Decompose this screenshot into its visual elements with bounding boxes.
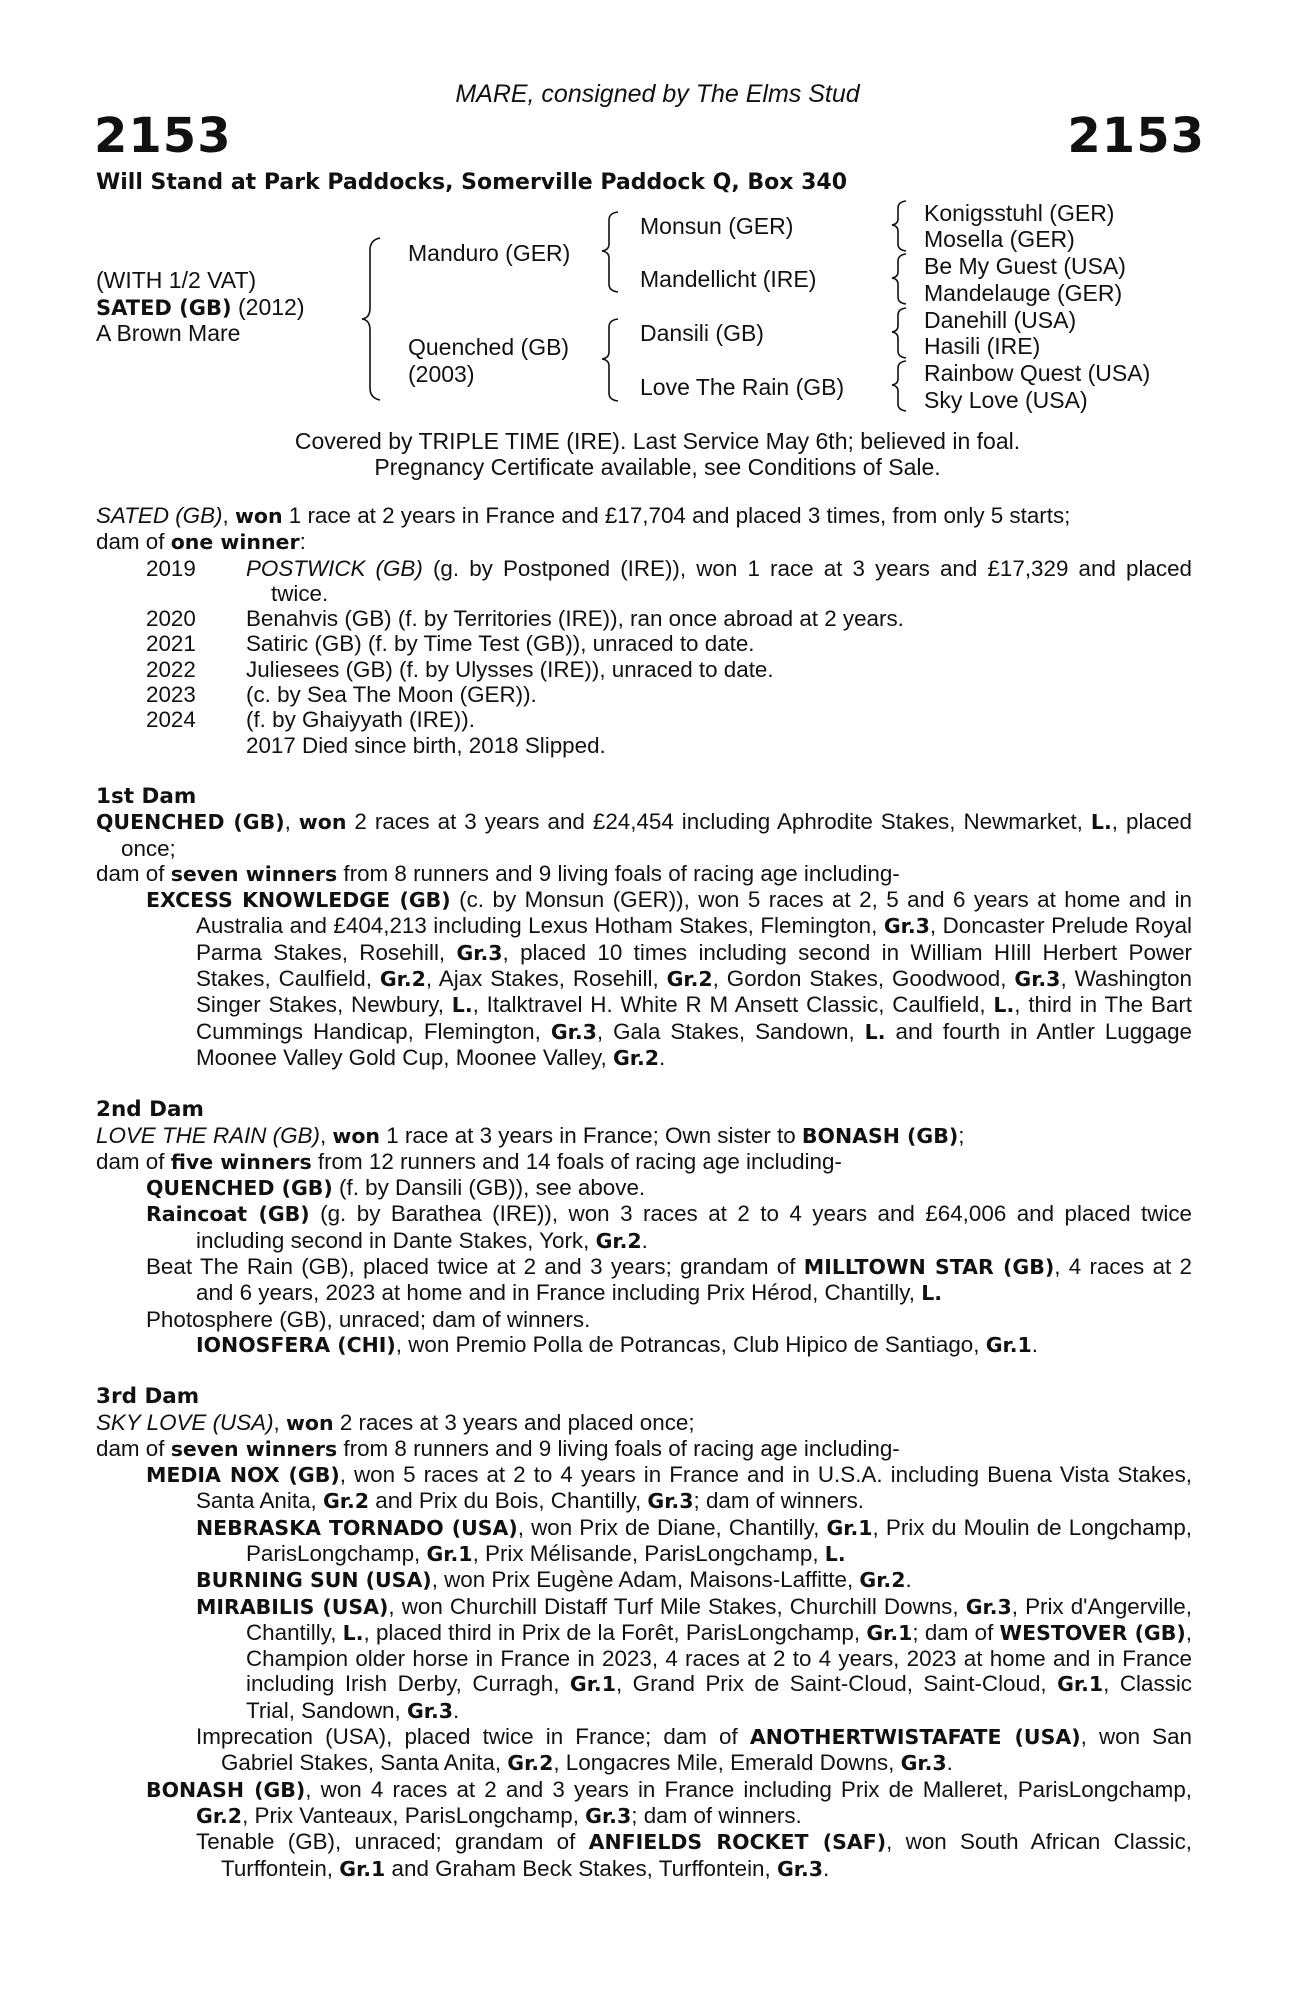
lot-number-left: 2153: [94, 108, 232, 164]
produce-row: 2019 POSTWICK (GB) (g. by Postponed (IRE)), won 1 race at 3 years and £17,329 and placed twice.: [146, 555, 1193, 606]
second-dam-produce: Photosphere (GB), unraced; dam of winners.: [146, 1306, 591, 1332]
sire-dam: Mandellicht (IRE): [640, 266, 817, 292]
produce-intro: SATED (GB), won 1 race at 2 years in France and £17,704 and placed 3 times, from only 5 starts;: [96, 503, 1071, 528]
produce-dam-of: dam of one winner:: [96, 529, 306, 555]
produce-section: [96, 503, 1192, 758]
sire-sire-sire: Konigsstuhl (GER): [924, 200, 1115, 226]
third-dam-record: SKY LOVE (USA), won 2 races at 3 years and placed once;: [96, 1409, 695, 1435]
sire-sire-dam: Mosella (GER): [924, 226, 1075, 252]
third-dam-produce: MEDIA NOX (GB), won 5 races at 2 to 4 years in France and in U.S.A. including Buena Vista Stakes, Santa Anita, Gr.2 and Prix du Bois, Chantilly, Gr.3; dam of winners.: [146, 1462, 1192, 1514]
pedigree-brace-dd: [890, 359, 910, 413]
produce-row: 2021 Satiric (GB) (f. by Time Test (GB)), unraced to date.: [146, 631, 755, 657]
first-dam-record: QUENCHED (GB), won 2 races at 3 years and £24,454 including Aphrodite Stakes, Newmarket, L., placed once;: [96, 809, 1192, 861]
third-dam-heading: 3rd Dam: [96, 1384, 200, 1410]
first-dam-produce: EXCESS KNOWLEDGE (GB) (c. by Monsun (GER)), won 5 races at 2, 5 and 6 years at home and in Australia and £404,213 including Lexus Hotham Stakes, Flemington, Gr.3, Doncaster Prelude Royal Parma Stakes, Rosehill, Gr.3, placed 10 times including second in William HIill Herbert Power Stakes, Caulfield, Gr.2, Ajax Stakes, Rosehill, Gr.2, Gordon Stakes, Goodwood, Gr.3, Washington Singer Stakes, Newbury, L., Italktravel H. White R M Ansett Classic, Caulfield, L., third in The Bart Cummings Handicap, Flemington, Gr.3, Gala Stakes, Sandown, L. and fourth in Antler Luggage Moonee Valley Gold Cup, Moonee Valley, Gr.2.: [146, 887, 1192, 1070]
horse-year: (2012): [231, 294, 305, 320]
horse-description: A Brown Mare: [96, 320, 241, 346]
pedigree-brace-gen1: [360, 236, 388, 402]
third-dam-grandproduce: Imprecation (USA), placed twice in France; dam of ANOTHERTWISTAFATE (USA), won San Gabriel Stakes, Santa Anita, Gr.2, Longacres Mile, Emerald Downs, Gr.3.: [196, 1724, 1193, 1776]
first-dam-heading: 1st Dam: [96, 783, 197, 809]
pedigree-brace-sire: [600, 210, 624, 294]
consignor-line: MARE, consigned by The Elms Stud: [455, 80, 860, 108]
pedigree-brace-ss: [890, 199, 910, 253]
produce-note: 2017 Died since birth, 2018 Slipped.: [246, 732, 606, 758]
second-dam-heading: 2nd Dam: [96, 1097, 204, 1123]
dam-year: (2003): [408, 361, 475, 387]
produce-row: 2022 Juliesees (GB) (f. by Ulysses (IRE)), unraced to date.: [146, 656, 774, 682]
stand-info: Will Stand at Park Paddocks, Somerville Paddock Q, Box 340: [96, 170, 848, 195]
first-dam-section: [96, 784, 1192, 1071]
second-dam-dam-of: dam of five winners from 12 runners and 14 foals of racing age including-: [96, 1148, 842, 1174]
dam-sire-dam: Hasili (IRE): [924, 333, 1041, 359]
catalogue-body: [96, 503, 1192, 1882]
lot-number-right: 2153: [1067, 108, 1205, 164]
second-dam-grandproduce: IONOSFERA (CHI), won Premio Polla de Potrancas, Club Hipico de Santiago, Gr.1.: [196, 1331, 1039, 1357]
produce-row: 2020 Benahvis (GB) (f. by Territories (IRE)), ran once abroad at 2 years.: [146, 606, 904, 632]
pedigree-brace-ds: [890, 306, 910, 360]
dam-sire: Dansili (GB): [640, 320, 764, 346]
dam-sire-sire: Danehill (USA): [924, 307, 1077, 333]
second-dam-produce: QUENCHED (GB) (f. by Dansili (GB)), see above.: [146, 1175, 646, 1201]
dam: Quenched (GB): [408, 334, 570, 360]
sire-dam-sire: Be My Guest (USA): [924, 253, 1126, 279]
cover-line-1: Covered by TRIPLE TIME (IRE). Last Service May 6th; believed in foal.: [294, 428, 1021, 454]
sire: Manduro (GER): [408, 240, 571, 266]
third-dam-produce: BONASH (GB), won 4 races at 2 and 3 years in France including Prix de Malleret, ParisLongchamp, Gr.2, Prix Vanteaux, ParisLongchamp, Gr.3; dam of winners.: [146, 1776, 1192, 1828]
third-dam-dam-of: dam of seven winners from 8 runners and 9 living foals of racing age including-: [96, 1435, 900, 1461]
vat-note: (WITH 1/2 VAT): [96, 267, 257, 293]
sire-sire: Monsun (GER): [640, 213, 794, 239]
second-dam-section: [96, 1097, 1192, 1358]
second-dam-produce: Raincoat (GB) (g. by Barathea (IRE)), won 3 races at 2 to 4 years and £64,006 and placed twice including second in Dante Stakes, York, Gr.2.: [146, 1201, 1192, 1253]
produce-row: 2023 (c. by Sea The Moon (GER)).: [146, 682, 537, 708]
third-dam-grandproduce: NEBRASKA TORNADO (USA), won Prix de Diane, Chantilly, Gr.1, Prix du Moulin de Longchamp, ParisLongchamp, Gr.1, Prix Mélisande, ParisLongchamp, L.: [196, 1514, 1192, 1566]
horse-line: [96, 294, 304, 321]
third-dam-grandproduce: BURNING SUN (USA), won Prix Eugène Adam, Maisons-Laffitte, Gr.2.: [196, 1567, 912, 1593]
horse-name: SATED (GB): [96, 296, 232, 320]
first-dam-dam-of: dam of seven winners from 8 runners and 9 living foals of racing age including-: [96, 860, 900, 886]
sire-dam-dam: Mandelauge (GER): [924, 280, 1123, 306]
third-dam-section: [96, 1384, 1192, 1882]
dam-dam: Love The Rain (GB): [640, 374, 845, 400]
third-dam-grandproduce: Tenable (GB), unraced; grandam of ANFIELDS ROCKET (SAF), won South African Classic, Turffontein, Gr.1 and Graham Beck Stakes, Turffontein, Gr.3.: [196, 1829, 1193, 1881]
second-dam-record: LOVE THE RAIN (GB), won 1 race at 3 years in France; Own sister to BONASH (GB);: [96, 1122, 965, 1148]
cover-line-2: Pregnancy Certificate available, see Conditions of Sale.: [374, 454, 941, 480]
third-dam-grandproduce: MIRABILIS (USA), won Churchill Distaff Turf Mile Stakes, Churchill Downs, Gr.3, Prix d'Angerville, Chantilly, L., placed third in Prix de la Forêt, ParisLongchamp, Gr.1; dam of WESTOVER (GB), Champion older horse in France in 2023, 4 races at 2 to 4 years, 2023 at home and in France including Irish Derby, Curragh, Gr.1, Grand Prix de Saint-Cloud, Saint-Cloud, Gr.1, Classic Trial, Sandown, Gr.3.: [196, 1593, 1193, 1723]
second-dam-produce: Beat The Rain (GB), placed twice at 2 and 3 years; grandam of MILLTOWN STAR (GB), 4 races at 2 and 6 years, 2023 at home and in France including Prix Hérod, Chantilly, L.: [146, 1254, 1193, 1306]
pedigree-brace-dam: [600, 317, 624, 403]
produce-row: 2024 (f. by Ghaiyyath (IRE)).: [146, 707, 475, 733]
dam-dam-dam: Sky Love (USA): [924, 387, 1088, 413]
pedigree-brace-sd: [890, 252, 910, 306]
dam-dam-sire: Rainbow Quest (USA): [924, 360, 1151, 386]
